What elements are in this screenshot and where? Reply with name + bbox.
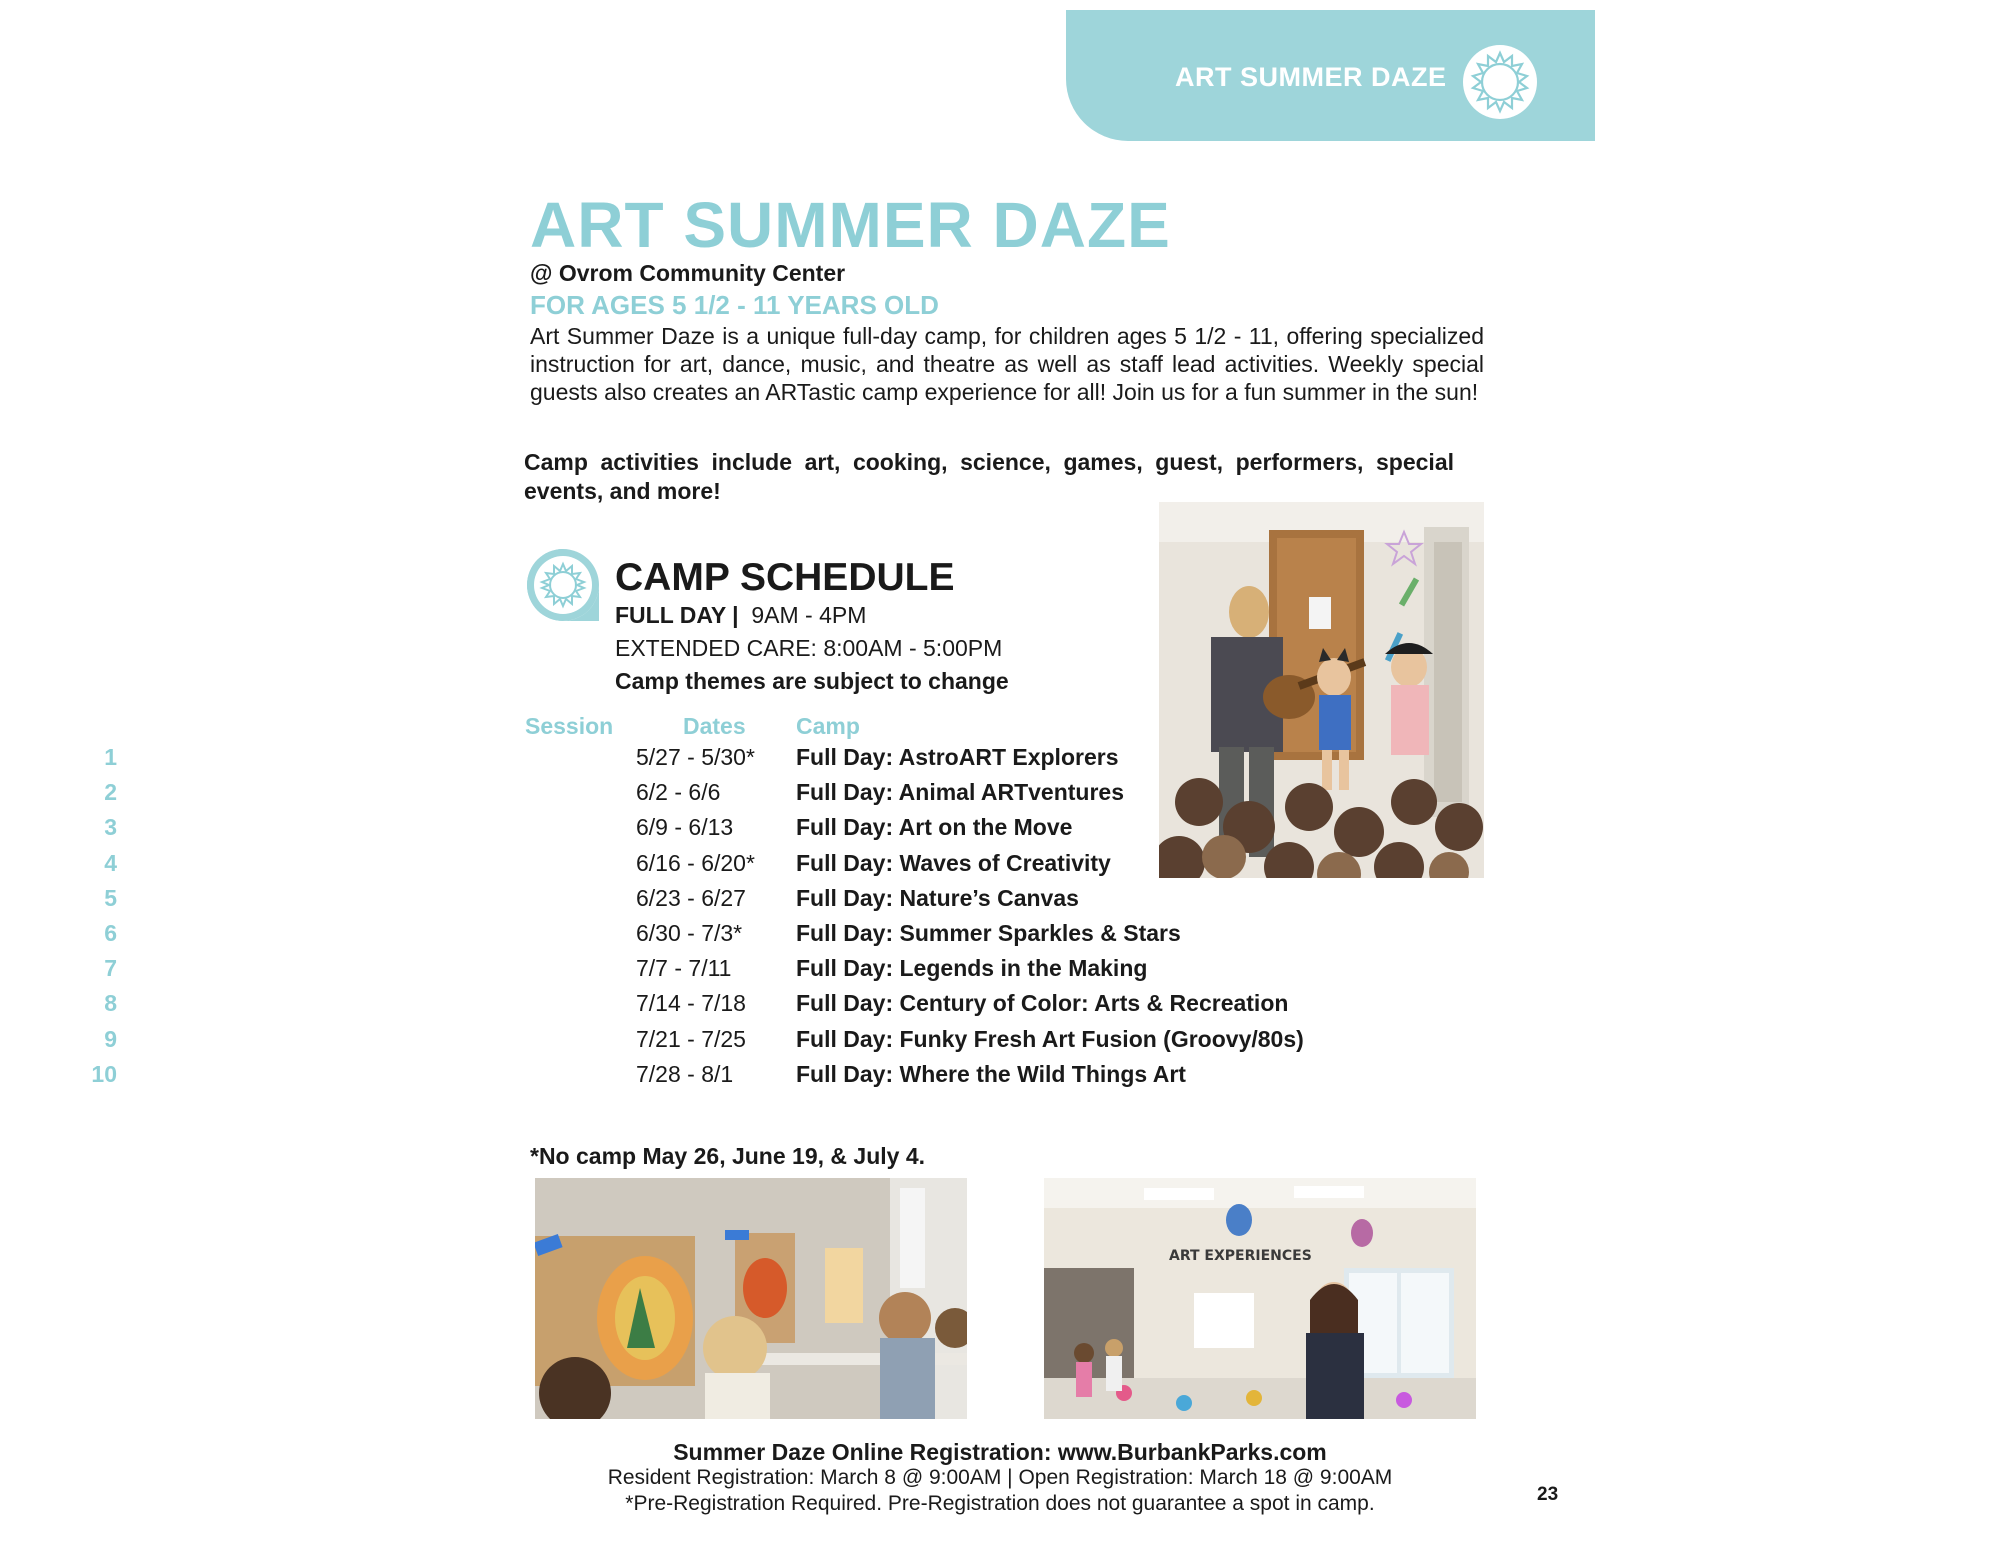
session-number: 2	[104, 779, 117, 806]
registration-dates: Resident Registration: March 8 @ 9:00AM | Open Registration: March 18 @ 9:00AM	[607, 1466, 1393, 1489]
schedule-row	[0, 1026, 1500, 1061]
session-number: 9	[104, 1025, 117, 1052]
session-camp: Full Day: AstroART Explorers	[796, 744, 1119, 770]
no-camp-note: *No camp May 26, June 19, & July 4.	[530, 1143, 925, 1169]
session-camp: Full Day: Century of Color: Arts & Recreation	[796, 990, 1289, 1017]
session-dates: 5/27 - 5/30*	[636, 744, 755, 770]
description-text: Art Summer Daze is a unique full-day camp, for children ages 5 1/2 - 11, offering specialized instruction for art, dance, music, and theatre as well as staff lead activities. Weekly special guests also creates an ARTastic camp experience for all! Join us for a fun summer in the sun!	[530, 323, 1484, 405]
full-day-hours	[615, 602, 866, 629]
session-dates: 7/7 - 7/11	[636, 955, 732, 982]
activities-text: Camp activities include art, cooking, science, games, guest, performers, special events, and more!	[524, 449, 1454, 504]
column-header-dates: Dates	[683, 713, 746, 739]
registration-title: Summer Daze Online Registration: www.BurbankParks.com	[673, 1439, 1327, 1465]
session-camp: Full Day: Animal ARTventures	[796, 779, 1125, 806]
schedule-row	[0, 955, 1500, 990]
schedule-row	[0, 885, 1500, 920]
schedule-row	[0, 990, 1500, 1025]
schedule-table	[0, 744, 1500, 1096]
header-label: ART SUMMER DAZE	[1175, 62, 1447, 92]
column-header-session: Session	[525, 713, 614, 739]
session-camp: Full Day: Funky Fresh Art Fusion (Groovy/80s)	[796, 1025, 1304, 1052]
session-dates: 6/2 - 6/6	[636, 779, 721, 806]
session-camp: Full Day: Nature’s Canvas	[796, 884, 1079, 911]
column-header-camp: Camp	[796, 713, 860, 739]
schedule-row	[0, 744, 1500, 779]
art-room-photo	[1044, 1178, 1476, 1419]
session-dates: 7/14 - 7/18	[636, 990, 746, 1017]
extended-care: EXTENDED CARE: 8:00AM - 5:00PM	[615, 635, 1003, 661]
sun-icon	[525, 547, 601, 623]
session-camp: Full Day: Where the Wild Things Art	[796, 1060, 1186, 1087]
schedule-row	[0, 850, 1500, 885]
full-day-label: FULL DAY |	[615, 602, 739, 628]
full-day-time: 9AM - 4PM	[751, 602, 867, 628]
schedule-row	[0, 1061, 1500, 1096]
themes-note: Camp themes are subject to change	[615, 668, 1009, 694]
schedule-row	[0, 779, 1500, 814]
painting-photo	[535, 1178, 967, 1419]
page-title: ART SUMMER DAZE	[530, 189, 1171, 261]
session-dates: 6/30 - 7/3*	[636, 919, 743, 946]
session-camp: Full Day: Art on the Move	[796, 814, 1073, 841]
session-dates: 7/28 - 8/1	[636, 1060, 734, 1087]
session-dates: 6/16 - 6/20*	[636, 849, 755, 876]
schedule-row	[0, 814, 1500, 849]
session-number: 3	[104, 814, 117, 841]
art-experiences-banner: ART EXPERIENCES	[1169, 1248, 1312, 1264]
ages-text: FOR AGES 5 1/2 - 11 YEARS OLD	[530, 290, 939, 320]
session-number: 4	[104, 849, 117, 876]
location-text: @ Ovrom Community Center	[530, 260, 846, 286]
session-dates: 7/21 - 7/25	[636, 1025, 746, 1052]
schedule-row	[0, 920, 1500, 955]
session-number: 7	[104, 955, 117, 982]
session-number: 1	[104, 744, 117, 770]
session-camp: Full Day: Summer Sparkles & Stars	[796, 919, 1181, 946]
session-camp: Full Day: Waves of Creativity	[796, 849, 1111, 876]
session-number: 5	[104, 884, 117, 911]
registration-note: *Pre-Registration Required. Pre-Registration does not guarantee a spot in camp.	[625, 1492, 1375, 1515]
session-dates: 6/23 - 6/27	[636, 884, 746, 911]
session-number: 10	[91, 1060, 117, 1087]
sun-icon	[1462, 44, 1538, 120]
schedule-title: CAMP SCHEDULE	[615, 556, 955, 599]
session-number: 8	[104, 990, 117, 1017]
page-number: 23	[1537, 1484, 1559, 1505]
session-camp: Full Day: Legends in the Making	[796, 955, 1148, 982]
session-number: 6	[104, 919, 117, 946]
session-dates: 6/9 - 6/13	[636, 814, 734, 841]
